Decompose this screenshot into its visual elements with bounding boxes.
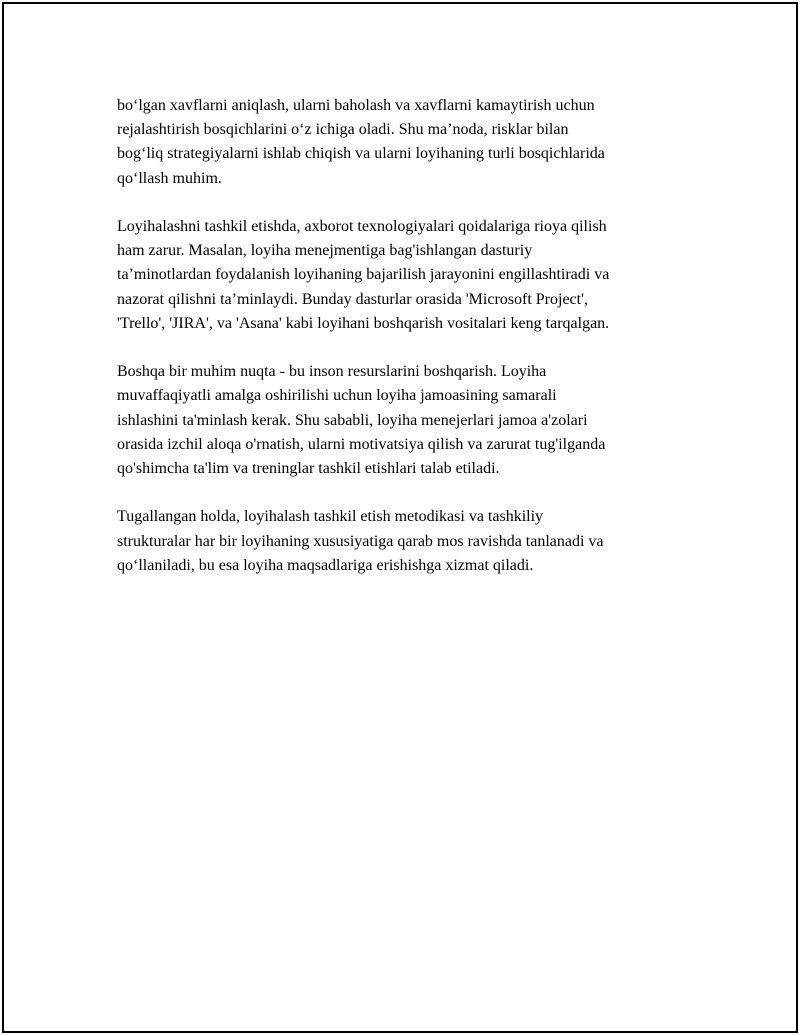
paragraph-it-tools: Loyihalashni tashkil etishda, axborot texnologiyalari qoidalariga rioya qilish ham zarur. Masalan, loyiha menejmentiga bag'ishlangan dasturiy ta’minotlardan foydalanish loyihaning bajarilish jarayonini engillashtiradi va nazorat qilishni ta’minlaydi. Bunday dasturlar orasida 'Microsoft Project', 'Trello', 'JIRA', va 'Asana' kabi loyihani boshqarish vositalari keng tarqalgan. — [117, 218, 610, 332]
paragraph-risk-management: bo‘lgan xavflarni aniqlash, ularni baholash va xavflarni kamaytirish uchun rejalashtirish bosqichlarini o‘z ichiga oladi. Shu ma’noda, risklar bilan bog‘liq strategiyalarni ishlab chiqish va ularni loyihaning turli bosqichlarida qo‘llash muhim. — [117, 97, 605, 187]
document-body — [117, 94, 697, 602]
paragraph-conclusion: Tugallangan holda, loyihalash tashkil etish metodikasi va tashkiliy strukturalar har bir loyihaning xususiyatiga qarab mos ravishda tanlanadi va qo‘llaniladi, bu esa loyiha maqsadlariga erishishga xizmat qiladi. — [117, 508, 604, 574]
paragraph-human-resources: Boshqa bir muhim nuqta - bu inson resurslarini boshqarish. Loyiha muvaffaqiyatli amalga oshirilishi uchun loyiha jamoasining samarali ishlashini ta'minlash kerak. Shu sababli, loyiha menejerlari jamoa a'zolari orasida izchil aloqa o'rnatish, ularni motivatsiya qilish va zarurat tug'ilganda qo'shimcha ta'lim va treninglar tashkil etishlari talab etiladi. — [117, 363, 606, 478]
